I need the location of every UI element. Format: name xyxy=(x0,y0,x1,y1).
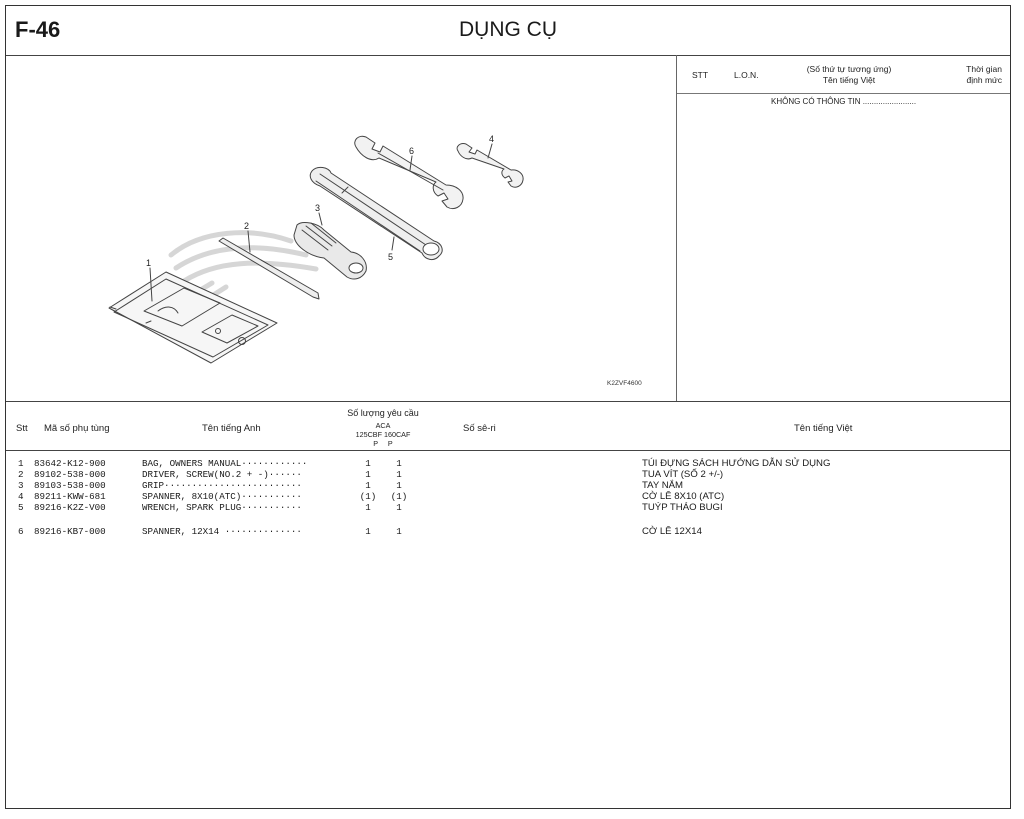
part-row: 4 89211-KWW-681 SPANNER, 8X10(ATC)··········· (1) (1) CỜ LÊ 8X10 (ATC) xyxy=(18,491,725,502)
part-row: 5 89216-K2Z-V00 WRENCH, SPARK PLUG··········· 1 1 TUÝP THÁO BUGI xyxy=(18,502,723,513)
col-lon: L.O.N. xyxy=(734,70,759,80)
header-qty-sub: P P xyxy=(373,439,393,448)
header-qty-region: ACA xyxy=(375,421,391,430)
parts-list-header xyxy=(6,401,1010,451)
col-desc: (Số thứ tự tương ứng) Tên tiếng Việt xyxy=(806,64,892,85)
part-row: 6 89216-KB7-000 SPANNER, 12X14 ·············· 1 1 CỜ LÊ 12X14 xyxy=(18,526,702,537)
owners-manual-bag-icon xyxy=(109,272,277,363)
header-qty-models: 125CBF 160CAF xyxy=(355,430,411,439)
figure-code: K2ZVF4600 xyxy=(607,380,642,387)
col-time: Thời gian định mức xyxy=(966,64,1002,85)
part-row: 1 83642-K12-900 BAG, OWNERS MANUAL············ 1 1 TÚI ĐỰNG SÁCH HƯỚNG DẪN SỬ DỤNG xyxy=(18,458,831,469)
labor-time-panel xyxy=(677,55,1010,401)
callout-3: 3 xyxy=(315,203,321,213)
part-row: 3 89103-538-000 GRIP························· 1 1 TAY NẮM xyxy=(18,480,684,491)
callout-6: 6 xyxy=(409,146,415,156)
callout-4: 4 xyxy=(489,134,495,144)
no-info-text: KHÔNG CÓ THÔNG TIN ........................ xyxy=(771,97,917,106)
catalog-page xyxy=(5,5,1011,809)
header-serial: Số sê-ri xyxy=(463,423,496,434)
exploded-view-drawing xyxy=(6,55,676,401)
header-name-vn: Tên tiếng Việt xyxy=(794,423,853,434)
parts-illustration xyxy=(6,55,677,401)
header-part-no: Mã số phụ tùng xyxy=(44,423,110,434)
page-code: F-46 xyxy=(15,17,61,42)
callout-1: 1 xyxy=(146,258,152,268)
header-name-en: Tên tiếng Anh xyxy=(202,423,261,434)
page-header xyxy=(6,6,1010,56)
part-row: 2 89102-538-000 DRIVER, SCREW(NO.2 + -)······ 1 1 TUA VÍT (SỐ 2 +/-) xyxy=(18,469,724,480)
header-qty-title: Số lượng yêu cầu xyxy=(347,408,419,418)
col-stt: STT xyxy=(692,70,709,80)
panel-divider xyxy=(677,93,1010,94)
callout-5: 5 xyxy=(388,252,394,262)
grip-icon xyxy=(294,223,366,279)
header-stt: Stt xyxy=(16,423,28,434)
page-title: DỤNG CỤ xyxy=(459,18,557,41)
callout-2: 2 xyxy=(244,221,250,231)
